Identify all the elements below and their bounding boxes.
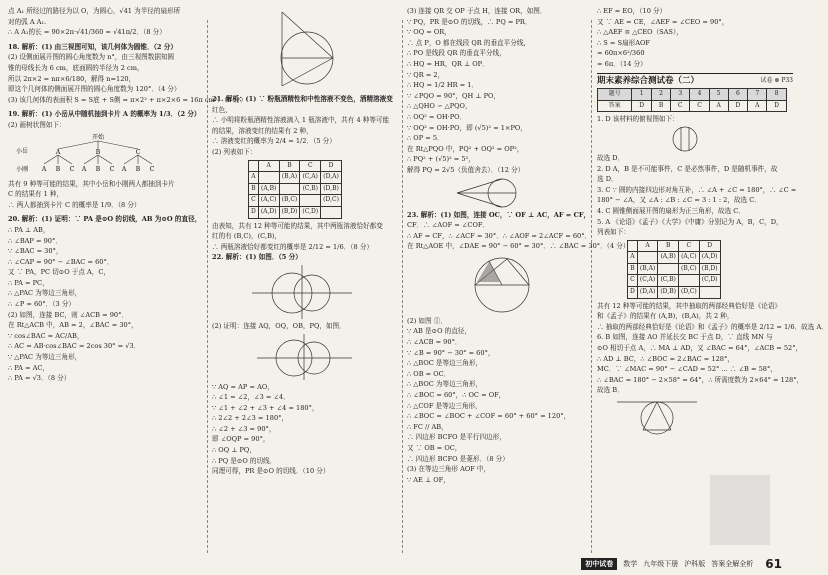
text-line: 红的有 (B,C)，(C,B)， [212,232,282,241]
text-line: 在 Rt△ACB 中，AB = 2，∠BAC = 30°， [8,321,138,330]
tree-label: 小岳 [16,147,29,155]
table-cell: D [632,100,652,112]
table-cell: (B,C) [279,195,300,207]
top-view-figure [597,125,787,153]
text-line: ∵ ∠1 + ∠2 + ∠3 + ∠4 = 180°， [212,403,319,412]
tree-root: 开始 [91,133,105,141]
table-cell [279,183,300,195]
text-line: ∴ ∠BOC = 60°，∴ OC = OF， [407,391,506,400]
table-cell: (B,D) [279,206,300,218]
table-cell: (C,A) [637,275,658,287]
text-line: ∴ ∠1 = ∠2，∠3 = ∠4． [212,393,290,402]
text-line: ∴ △COF 是等边三角形， [407,401,482,410]
text-line: (2) 如图，连接 BC，则 ∠ACB = 90°． [8,310,128,319]
table-cell [321,206,342,218]
text-line: ∴ △AEF ≌ △CEO（SAS）， [597,28,683,37]
text-line: ∴ 两人都抽到卡片 C 的概率是 1/9．（8 分） [8,200,141,209]
text-line: (3) 连接 QR 交 OP 于点 H，连接 OR，如图． [407,7,547,15]
text-line: 同理可得，PR 是⊙O 的切线．（10 分） [212,467,330,476]
text-line: 22. 解析：(1) 如图．（5 分） [212,253,302,262]
text-line: 在 Rt△PQO 中，PQ² + OQ² = OP²， [407,144,524,153]
text-line: 180° − ∠A，又 ∠A : ∠B : ∠C = 3 : 1 : 2，故选 C． [597,196,761,205]
exam-header [597,73,793,87]
text-line: ∵ ∠BAC = 30°， [8,247,63,256]
table-cell: 6 [728,89,748,101]
text-line: ∴ 四边形 BCFO 是菱形．（8 分） [407,454,509,463]
table-cell: 答案 [598,100,632,112]
text-line: 共有 12 种等可能的结果，其中抽取的两部经典恰好是《论语》 [597,301,782,310]
table-cell [678,275,699,287]
text-line: ∴ AC = AB·cos∠BAC = 2cos 30° = √3． [8,342,141,351]
text-line: ∴ 2∠2 + 2∠3 = 180°， [212,414,289,423]
table-cell: 1 [632,89,652,101]
text-line: ∵ △PAC 为等边三角形， [8,353,82,362]
table-cell: (D,C) [321,195,342,207]
text-line: ∵ AQ = AP = AO， [212,382,274,391]
text-line: (2) 如图 ①． [407,316,447,325]
table-cell: 7 [748,89,767,101]
exam-title: 期末素养综合测试卷（二） [597,75,700,86]
table-cell: (D,A) [321,172,342,184]
table-cell: C [671,100,690,112]
table-header: D [699,240,720,252]
answer-column-2 [212,6,400,477]
table-header [249,160,259,172]
table-cell: (A,B) [658,252,679,264]
text-line: (3) 在等边三角形 AOF 中， [407,465,491,474]
text-line: 即这个几何体的侧面展开图的圆心角度数为 120°．（4 分） [8,85,181,94]
table-cell: (B,A) [279,172,300,184]
table-cell: (D,B) [658,287,679,299]
text-line: ∴ ∠2 + ∠3 = 90°， [212,424,276,433]
table-cell: (A,C) [258,195,279,207]
table-header: B [658,240,679,252]
exam-ref: 试卷 ⊗ P33 [760,76,793,84]
text-line: ∴ OQ ⊥ PQ， [212,446,256,455]
tree-node: A [55,148,61,156]
table-cell: (C,A) [300,172,321,184]
text-line: ∴ ∠ACB = 90°． [407,338,462,347]
table-header: B [279,160,300,172]
column-divider [402,20,403,553]
text-line: 即 ∠OQP = 90°， [212,435,270,444]
table-cell: (B,C) [678,263,699,275]
construction-figure [212,263,392,321]
text-line: = 60π×6²/360 [597,49,645,58]
table-cell: A [249,172,259,184]
tree-node: A [41,165,47,173]
table-cell: 3 [671,89,690,101]
probability-table [627,240,721,299]
text-line: ∴ △PAC 为等边三角形， [8,289,82,298]
table-header: A [258,160,279,172]
table-cell: C [690,100,709,112]
table-header [628,240,638,252]
text-line: ∴ HQ = 1/2 HR = 1． [407,81,479,90]
page-footer [581,557,782,571]
table-cell: (A,D) [258,206,279,218]
table-cell [300,195,321,207]
tree-node: A [121,165,127,173]
table-cell: D [249,206,259,218]
table-cell: (C,B) [300,183,321,195]
text-line: 19. 解析：(1) 小岳从中随机抽到卡片 A 的概率为 1/3．（2 分） [8,110,201,119]
tree-node: A [81,165,87,173]
table-header: C [678,240,699,252]
table-cell [637,252,658,264]
text-line: 解得 PQ = 2√5（负值舍去）．（12 分） [407,165,525,174]
table-cell [258,172,279,184]
text-line: 的结果，溶液变红的结果有 2 种， [212,126,313,135]
text-line: ∵ OQ² = OH·PO，即 (√5)² = 1×PO， [407,123,527,132]
tree-node: C [109,165,115,173]
text-line: ∴ AF = CF，∴ ∠ACF = 30°．∴ ∠AOF = 2∠ACF = 60°． [407,231,592,240]
text-line: 共有 9 种等可能的结果，其中小岳和小刚两人都抽到卡片 [8,179,175,188]
text-line: ∴ 抽取的两部经典恰好是《论语》和《孟子》的概率是 2/12 = 1/6．故选 A． [597,322,828,331]
text-line: ∵ OQ = OR， [407,28,451,37]
text-line: ∴ AD ⊥ BC，∴ ∠BOC = 2∠BAC = 128°， [597,354,734,363]
table-cell: (D,A) [637,287,658,299]
text-line: 又 ∵ PA，PC 切⊙O 于点 A，C， [8,268,111,277]
text-line: 又 ∵ AE = CE，∠AEF = ∠CEO = 90°， [597,17,729,26]
table-cell: (D,B) [321,183,342,195]
text-line: 列表如下： [597,228,630,237]
text-line: (2) 画树状图如下： [8,120,66,129]
table-cell: 2 [652,89,671,101]
text-line: ∴ 溶液变红的概率为 2/4 = 1/2．（5 分） [212,137,336,146]
table-cell [658,263,679,275]
text-line: 4. C 圆锥侧面展开图的扇形为正三角形，故选 C． [597,206,745,215]
footer-brand: 初中试卷 [581,558,617,570]
table-cell: A [709,100,728,112]
text-line: 由表知，共有 12 种等可能的结果，其中两瓶溶液恰好都变 [212,221,383,230]
text-line: 在 Rt△AOE 中，∠DAE = 90° − 60° = 30°．∴ ∠BAC = 30°．（4 分） [407,242,630,251]
tree-node: B [135,165,141,173]
text-line: 1. D 该材料的俯视图如下： [597,115,679,124]
text-line: 对的弧 A A₁. [8,17,47,26]
table-header: A [637,240,658,252]
text-line: C 的结果有 1 种， [8,190,64,199]
circle-figure [407,176,577,210]
footer-edition: 沪科版 [684,560,706,568]
text-line: ∵ AB 是⊙O 的直径， [407,327,471,336]
text-line: ∴ 四边形 BCFO 是平行四边形， [407,433,506,442]
tree-node: C [69,165,75,173]
text-line: ∴ PA ⊥ AB， [8,225,50,234]
text-line: ∴ EF = EO，（10 分） [597,7,667,15]
text-line: (2) 列表如下： [212,147,257,156]
text-line: 选 D． [597,175,618,184]
text-line: ∴ S = S扇形AOF [597,38,650,47]
table-cell: 题号 [598,89,632,101]
text-line: 锥的母线长为 6 cm，底面圆的半径为 2 cm， [8,63,144,72]
table-cell [699,287,720,299]
table-header: C [300,160,321,172]
text-line: 18. 解析：(1) 由三视图可知，该几何体为圆锥．（2 分） [8,42,177,51]
text-line: 5. A 《论语》《孟子》《大学》《中庸》分别记为 A，B，C，D， [597,217,783,226]
text-line: 故选 D． [597,153,625,162]
tree-node: B [95,165,101,173]
text-line: 红色， [212,105,232,114]
text-line: ∴ A A₁的长 = 90×2π·√41/360 = √41π/2．（8 分） [8,28,166,37]
table-cell: D [628,287,638,299]
text-line: MC．∵ ∠MAC = 90° − ∠CAD = 52° ... ∴ ∠B = 58°， [597,365,777,374]
table-cell: (C,B) [658,275,679,287]
table-cell: (D,C) [678,287,699,299]
text-line: ∴ △BOC 是等边三角形， [407,359,483,368]
text-line: ∴ 两瓶溶液恰好都变红的概率是 2/12 = 1/6．（8 分） [212,242,374,251]
text-line: ∵ QR = 2， [407,70,445,79]
text-line: 2. D A，B 是不可能事件，C 是必然事件，D 是随机事件，故 [597,164,778,173]
text-line: ∴ PQ² + (√5)² = 5²， [407,155,475,164]
column-divider [591,20,592,553]
text-line: CF．∴ ∠AOF = ∠COF． [407,221,490,230]
text-line: ∵ ∠B = 90° − 30° = 60°， [407,348,495,357]
table-cell: B [652,100,671,112]
text-line: ∴ ∠CAP = 90° − ∠BAC = 60°． [8,257,114,266]
tree-node: C [149,165,155,173]
text-line: 6. B 如图，连接 AO 并延长交 BC 于点 D，∵ 直线 MN 与 [597,333,773,342]
text-line: ∴ ∠BAP = 90°． [8,236,62,245]
text-line: ∴ PQ 是⊙O 的切线． [212,456,277,465]
table-cell: 4 [690,89,709,101]
text-line: ∴ PA = √3．（8 分） [8,374,71,383]
text-line: ∵ ∠PQO = 90°，QH ⊥ PO， [407,91,501,100]
text-line: 故选 B． [597,386,624,395]
text-line: (2) 设侧面展开图的圆心角度数为 n°，由三视图数据知圆 [8,53,175,62]
table-cell: (A,D) [699,252,720,264]
text-line: (2) 证明：连接 AQ，OQ，OB，PQ，如图． [212,321,346,330]
table-header: D [321,160,342,172]
text-line: ∴ OP = 5． [407,134,444,143]
answer-column-4 [597,6,828,436]
text-line: 点 A₁ 所经过的路径为以 O，为圆心，√41 为半径的扇形所 [8,7,181,15]
text-line: ∵ cos∠BAC = AC/AB， [8,331,84,340]
text-line: 3. C ∵ 圆的内接四边形对角互补，∴ ∠A + ∠C = 180°，∴ ∠C = [597,185,797,194]
circle-figure [597,396,717,436]
text-line: ∴ △BOC 为等边三角形， [407,380,483,389]
text-line: ∴ PA = PC， [8,278,49,287]
text-line: ∵ AE ⊥ OF， [407,475,450,484]
table-cell: D [767,100,787,112]
text-line: ∴ OQ² = OH·PO． [407,112,467,121]
construction-figure [212,332,392,382]
text-line: ⊙O 相切于点 A，∴ MA ⊥ AD，又 ∠BAC = 64°，∠ACB = 52°， [597,344,803,353]
text-line: 所以 2π×2 = nπ×6/180，解得 n=120， [8,74,136,83]
table-cell: (A,B) [258,183,279,195]
text-line: ∵ PQ，PR 是⊙O 的切线，∴ PQ = PR． [407,17,532,26]
text-line: ∴ 小明将粉瓶酒精性溶液滴入 1 瓶溶液中，共有 4 种等可能 [212,116,390,125]
text-line: = 6π．（14 分） [597,59,647,68]
footer-grade: 九年级下册 [643,560,679,568]
answer-key-table [597,88,787,112]
probability-table [248,160,342,219]
table-cell: (B,A) [637,263,658,275]
footer-note: 答案全解全析 [711,560,754,568]
tree-node: C [135,148,141,156]
table-cell: D [728,100,748,112]
table-cell: C [249,195,259,207]
text-line: ∴ ∠P = 60°．（3 分） [8,300,76,309]
text-line: 23. 解析：(1) 如图，连接 OC，∵ OF ⊥ AC，AF = CF， [407,210,591,219]
tree-node: B [95,148,101,156]
table-cell: A [628,252,638,264]
watermark-logo [710,475,770,545]
table-cell: A [748,100,767,112]
text-line: ∴ PA = AC， [8,363,50,372]
text-line: ∴ ∠BAC = 180° − 2×58° = 64°，∴ 所需度数为 2×64° = 128°， [597,375,804,384]
text-line: 21. 解析：(1) ∵ 粉瓶酒精性和中性溶液不变色，酒精溶液变 [212,95,393,103]
table-cell: (A,C) [678,252,699,264]
tree-label: 小刚 [16,165,29,173]
text-line: ∴ 点 P，O 都在线段 QR 的垂直平分线， [407,38,531,47]
footer-subject: 数学 [623,560,638,568]
text-line: ∴ FC // AB， [407,422,448,431]
table-cell: 8 [767,89,787,101]
text-line: ∴ OB = OC． [407,369,451,378]
table-cell: (C,D) [699,275,720,287]
text-line: ∴ PO 是线段 QR 的垂直平分线， [407,49,506,58]
table-cell: C [628,275,638,287]
page-number: 61 [765,557,782,571]
circle-figure [212,6,392,94]
table-cell: B [249,183,259,195]
text-line: ∴ ∠BOC = ∠BOC + ∠COF = 60° + 60° = 120°， [407,412,571,421]
circle-figure [407,252,577,316]
table-cell: 5 [709,89,728,101]
table-cell: (C,D) [300,206,321,218]
table-cell: B [628,263,638,275]
text-line: 20. 解析：(1) 证明：∵ PA 是⊙O 的切线，AB 为⊙O 的直径， [8,215,202,224]
tree-diagram [8,131,188,179]
text-line: ∴ △QHO ∽ △PQO， [407,102,472,111]
text-line: ∴ HQ = HR，QR ⊥ OP． [407,59,489,68]
text-line: (3) 该几何体的表面积 S = S底 + S侧 = π×2² + π×2×6 = 16π cm²．（8 分） [8,95,247,104]
text-line: 和《孟子》的结果有 (A,B)，(B,A)，共 2 种， [597,312,734,321]
text-line: 又 ∵ OB = OC， [407,444,462,452]
table-cell: (B,D) [699,263,720,275]
tree-node: B [55,165,61,173]
